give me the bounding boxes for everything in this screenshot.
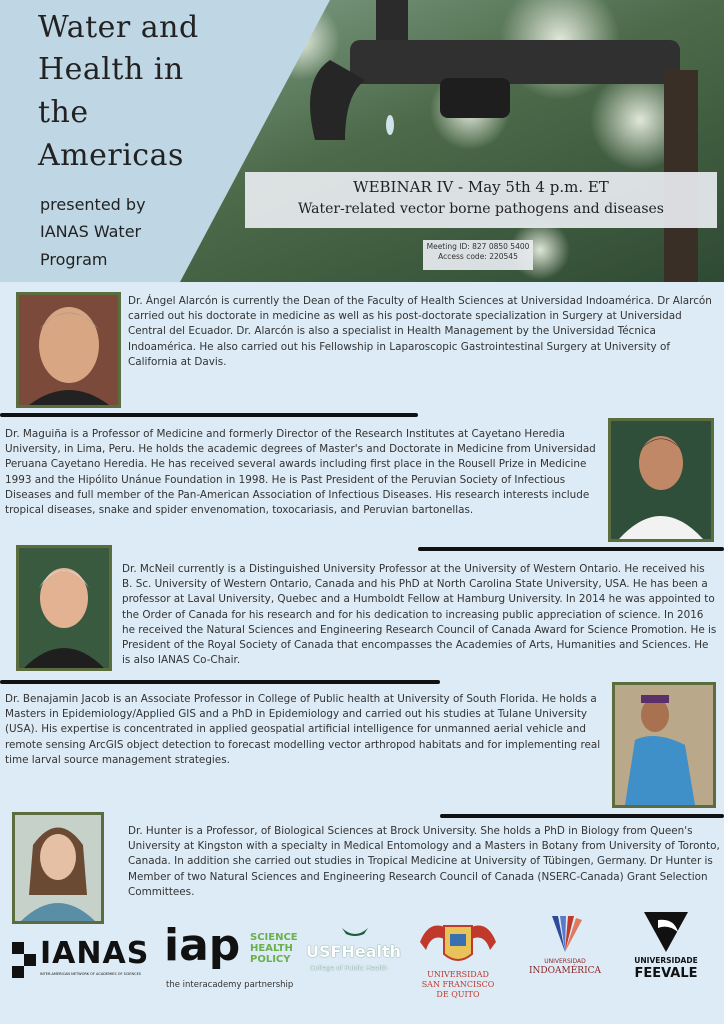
usfq-line3: DE QUITO [436,990,480,999]
indoamerica-fan-icon [522,912,608,956]
usf-health-logo [306,924,406,980]
iap-health: HEALTH [250,943,293,954]
feevale-line1: UNIVERSIDADE [634,956,698,965]
bio-maguina: Dr. Maguiña is a Professor of Medicine and formerly Director of the Research Institutes at Cayetano Heredia University, in Lima, Peru. He holds the academic degrees of Master's and Doctorate in Medicine from Universidad Peruana Cayetano Heredia. He has received several awards including first place in the Rousell Prize in Medicine 1993 and the Hipólito Unánue Foundation in 1998. He is Past President of the Peruvian Society of Infectious Diseases and full member of the Pan-American Association of Infectious Diseases. His research interests include tropical diseases, snake and spider envenomation, toxocariasis, and Peruvian bartonellas. [5,428,596,517]
subtitle-line-2: IANAS Water [40,222,142,241]
iap-wordmark: iap [164,920,241,971]
divider-4 [440,814,724,818]
portrait-hunter [12,812,104,924]
header-banner [0,0,724,282]
iap-logo [164,920,304,992]
indoamerica-logo [522,912,608,984]
portrait-mcneil [16,545,112,671]
ianas-logo [10,936,160,980]
usf-wordmark: USFHealth [306,942,402,961]
portrait-maguina [608,418,714,542]
iap-policy: POLICY [250,954,291,965]
iap-science: SCIENCE [250,932,298,943]
divider-3 [0,680,440,684]
usf-subtitle: College of Public Health [310,964,388,972]
meeting-info [423,240,533,270]
iap-science-health-policy [250,932,298,965]
webinar-date: WEBINAR IV - May 5th 4 p.m. ET [353,178,609,196]
usfq-name [410,970,506,1000]
title-line-2: Health in [38,52,184,87]
usfq-dragon-crest-icon [410,912,506,970]
indoamerica-line2: INDOAMÉRICA [528,966,602,976]
usfq-line1: UNIVERSIDAD [427,970,489,979]
title-line-1: Water and [38,10,199,45]
access-code: Access code: 220545 [438,252,518,261]
iap-tagline: the interacademy partnership [166,980,294,990]
title-line-4: Americas [38,138,184,173]
bio-mcneil: Dr. McNeil currently is a Distinguished University Professor at the University of Western Ontario. He received his B. Sc. University of Western Ontario, Canada and his PhD at North Carolina State University, USA. He has been a professor at Laval University, Quebec and a Humboldt Fellow at Hamburg University. In 2014 he was appointed to the Order of Canada for his research and for his dedication to increasing public appreciation of science. In 2016 he received the Natural Sciences and Engineering Research Council of Canada Award for Science Promotion. He is President of the Royal Society of Canada that encompasses the Academies of Arts, Humanities and Sciences. He is also IANAS Co-Chair. [122,563,717,667]
usf-bull-icon [340,924,370,940]
feevale-mark-icon [618,910,714,954]
divider-1 [0,413,418,417]
meeting-id: Meeting ID: 827 0850 5400 [426,242,530,251]
webinar-banner [245,172,717,228]
usfq-line2: SAN FRANCISCO [421,980,495,989]
bio-alarcon: Dr. Ángel Alarcón is currently the Dean of the Faculty of Health Sciences at Universidad Indoamérica. Dr Alarcón carried out his doctorate in medicine as well as his post-doctorate specialization in Surgery at Universidad Central del Ecuador. Dr. Alarcón is also a specialist in Health Management by the Universidad Técnica Indoamérica. He also carried out his Fellowship in Laparoscopic Gastrointestinal Surgery at University of California at Davis. [128,295,712,368]
divider-2 [418,547,724,551]
bio-hunter: Dr. Hunter is a Professor, of Biological Sciences at Brock University. She holds a PhD in Biology from Queen's University at Kingston with a specialty in Medical Entomology and a Masters in Botany from University of Toronto, Canada. In addition she carried out studies in Tropical Medicine at University of Tübingen, Germany. Dr Hunter is Member of two Natural Sciences and Engineering Research Council of Canada (NSERC-Canada) Grant Selection Committees. [128,825,720,898]
subtitle-line-1: presented by [40,195,146,214]
title-line-3: the [38,95,89,130]
feevale-logo [618,910,714,986]
ianas-wordmark: IANAS [40,936,150,971]
webinar-topic: Water-related vector borne pathogens and diseases [297,201,664,217]
feevale-line2: FEEVALE [634,966,698,981]
subtitle-line-3: Program [40,250,108,269]
portrait-jacob [612,682,716,808]
portrait-alarcon [16,292,121,408]
usfq-logo [410,912,506,1022]
indoamerica-line1: UNIVERSIDAD [544,958,586,965]
bio-jacob: Dr. Benajamin Jacob is an Associate Professor in College of Public health at University of South Florida. He holds a Masters in Epidemiology/Applied GIS and a PhD in Epidemiology and carried out his studies at Tulane University (USA). His expertise is concentrated in applied geospatial artificial intelligence for unmanned aerial vehicle and remote sensing ArcGIS object detection to forecast modelling vector arthropod habitats and for implementing real time larval source management strategies. [5,693,601,766]
ianas-subtitle: INTER-AMERICAN NETWORK OF ACADEMIES OF SCIENCES [40,972,141,976]
